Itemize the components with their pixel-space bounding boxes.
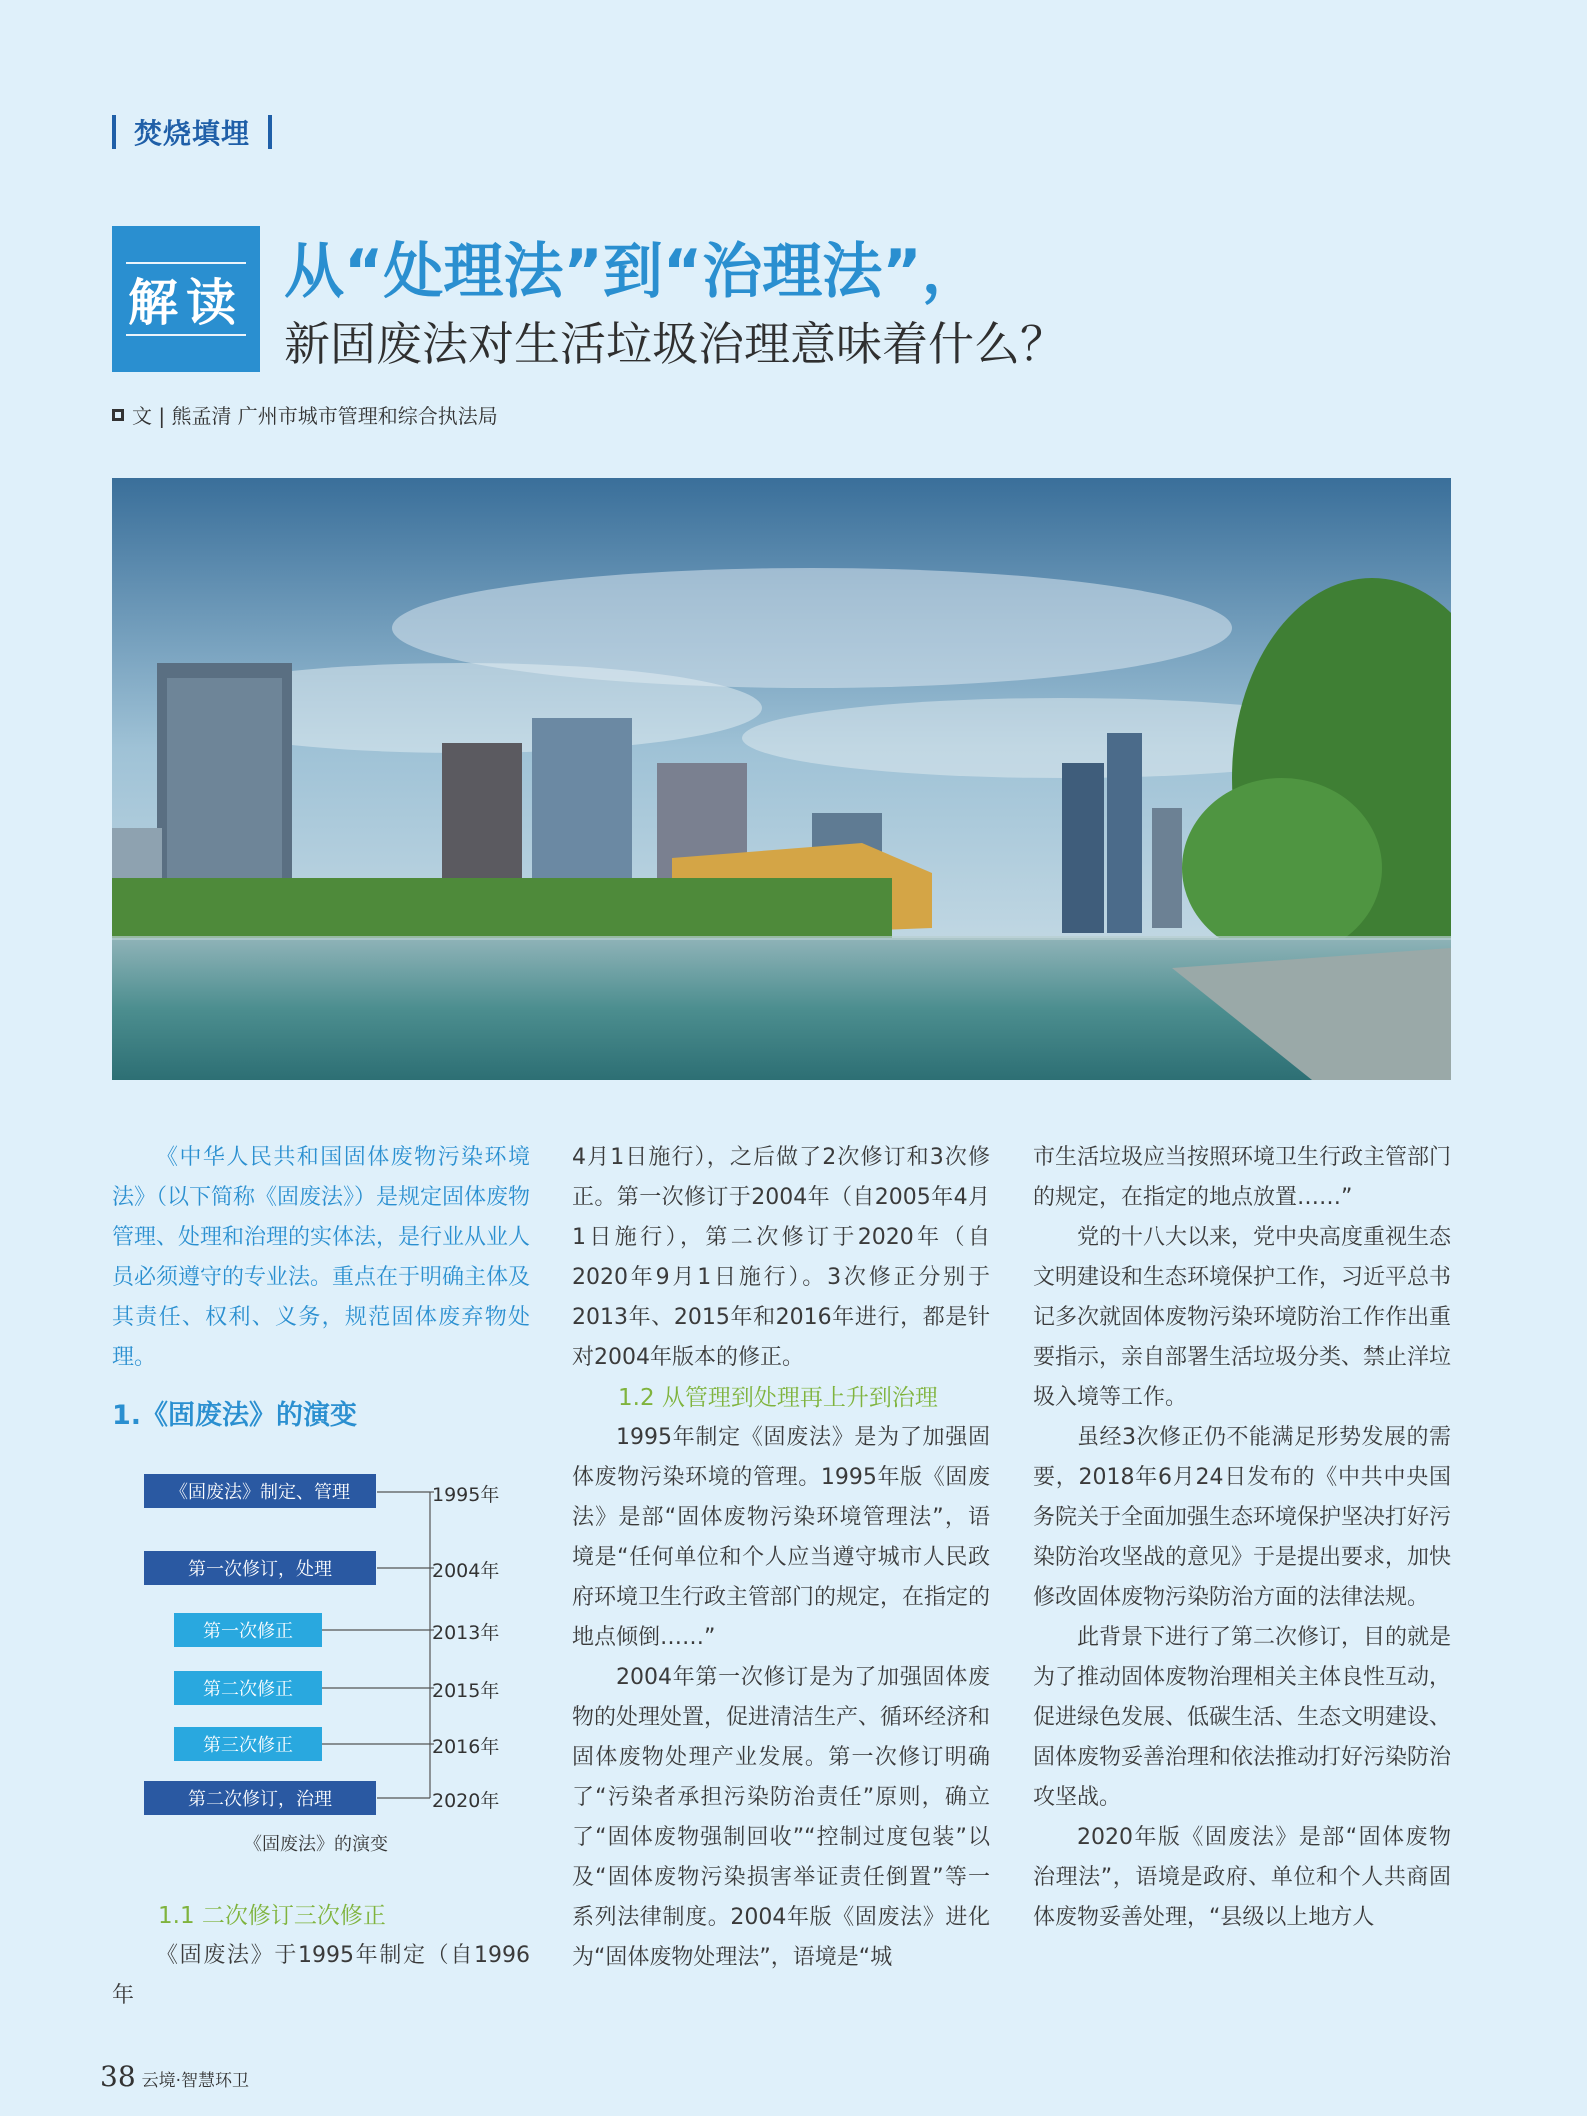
page-footer	[100, 2060, 249, 2093]
diagram-caption: 《固废法》的演变	[244, 1834, 388, 1855]
article-title: 从“处理法”到“治理法”，	[284, 237, 982, 307]
section-tag	[112, 112, 272, 152]
heading-management-to-governance: 1.2 从管理到处理再上升到治理	[618, 1385, 938, 1411]
col3-paragraph-5: 2020年版《固废法》是部“固体废物治理法”，语境是政府、单位和个人共商固体废物妥善处理，“县级以上地方人	[1033, 1825, 1451, 1930]
section-bar-right	[268, 115, 272, 149]
year-2020: 2020年	[432, 1790, 500, 1812]
col1-paragraph: 《固废法》于1995年制定（自1996年	[112, 1943, 530, 2008]
evolution-diagram	[112, 1468, 542, 1868]
section-label: 焚烧填埋	[134, 117, 251, 150]
col3-paragraph-2: 党的十八大以来，党中央高度重视生态文明建设和生态环境保护工作，习近平总书记多次就固体废物污染环境防治工作作出重要指示，亲自部署生活垃圾分类、禁止洋垃圾入境等工作。	[1033, 1225, 1452, 1410]
diagram-box-2004: 第一次修订，处理	[144, 1551, 376, 1585]
diagram-box-2013: 第一次修正	[174, 1613, 322, 1647]
year-2013: 2013年	[432, 1622, 500, 1644]
diagram-box-2016: 第三次修正	[174, 1727, 322, 1761]
col3-paragraph-3: 虽经3次修正仍不能满足形势发展的需要，2018年6月24日发布的《中共中央国务院关于全面加强生态环境保护坚决打好污染防治攻坚战的意见》于是提出要求，加快修改固体废物污染防治方面的法律法规。	[1033, 1425, 1452, 1610]
col2-paragraph-1: 4月1日施行），之后做了2次修订和3次修正。第一次修订于2004年（自2005年4月1日施行），第二次修订于2020年（自2020年9月1日施行）。3次修正分别于2013年、2015年和2016年进行，都是针对2004年版本的修正。	[572, 1145, 990, 1370]
section-bar-left	[112, 115, 116, 149]
text-column-1-bottom	[112, 1896, 530, 2016]
col3-paragraph-1: 市生活垃圾应当按照环境卫生行政主管部门的规定，在指定的地点放置……”	[1033, 1145, 1452, 1210]
text-column-1	[112, 1138, 530, 1436]
year-1995: 1995年	[432, 1484, 500, 1506]
diagram-box-2020: 第二次修订，治理	[144, 1781, 376, 1815]
interpretation-badge	[112, 226, 260, 372]
year-2004: 2004年	[432, 1560, 500, 1582]
square-icon	[112, 409, 124, 421]
col2-paragraph-2: 1995年制定《固废法》是为了加强固体废物污染环境的管理。1995年版《固废法》是部“固体废物污染环境管理法”，语境是“任何单位和个人应当遵守城市人民政府环境卫生行政主管部门的规定，在指定的地点倾倒……”	[572, 1425, 991, 1650]
lead-paragraph: 《中华人民共和国固体废物污染环境法》（以下简称《固废法》）是规定固体废物管理、处理和治理的实体法，是行业从业人员必须遵守的专业法。重点在于明确主体及其责任、权利、义务，规范固体废弃物处理。	[112, 1145, 531, 1370]
col2-paragraph-3: 2004年第一次修订是为了加强固体废物的处理处置，促进清洁生产、循环经济和固体废物处理产业发展。第一次修订明确了“污染者承担污染防治责任”原则，确立了“固体废物强制回收”“控制过度包装”以及“固体废物污染损害举证责任倒置”等一系列法律制度。2004年版《固废法》进化为“固体废物处理法”，语境是“城	[572, 1665, 991, 1970]
heading-evolution: 1.《固废法》的演变	[112, 1400, 358, 1431]
heading-revisions: 1.1 二次修订三次修正	[158, 1903, 386, 1929]
byline-text: 文 | 熊孟清 广州市城市管理和综合执法局	[132, 404, 498, 428]
city-skyline-photo	[112, 478, 1451, 1080]
text-column-2	[572, 1138, 990, 1978]
diagram-box-2015: 第二次修正	[174, 1671, 322, 1705]
diagram-box-1995: 《固废法》制定、管理	[144, 1474, 376, 1508]
page-number: 38	[100, 2060, 136, 2093]
year-2016: 2016年	[432, 1736, 500, 1758]
year-2015: 2015年	[432, 1680, 500, 1702]
byline	[112, 400, 498, 429]
article-subtitle: 新固废法对生活垃圾治理意味着什么？	[284, 317, 1066, 371]
badge-text: 解读	[128, 274, 244, 332]
magazine-name: 云境·智慧环卫	[141, 2071, 250, 2091]
text-column-3	[1033, 1138, 1451, 1938]
col3-paragraph-4: 此背景下进行了第二次修订，目的就是为了推动固体废物治理相关主体良性互动，促进绿色发展、低碳生活、生态文明建设、固体废物妥善治理和依法推动打好污染防治攻坚战。	[1033, 1625, 1452, 1810]
